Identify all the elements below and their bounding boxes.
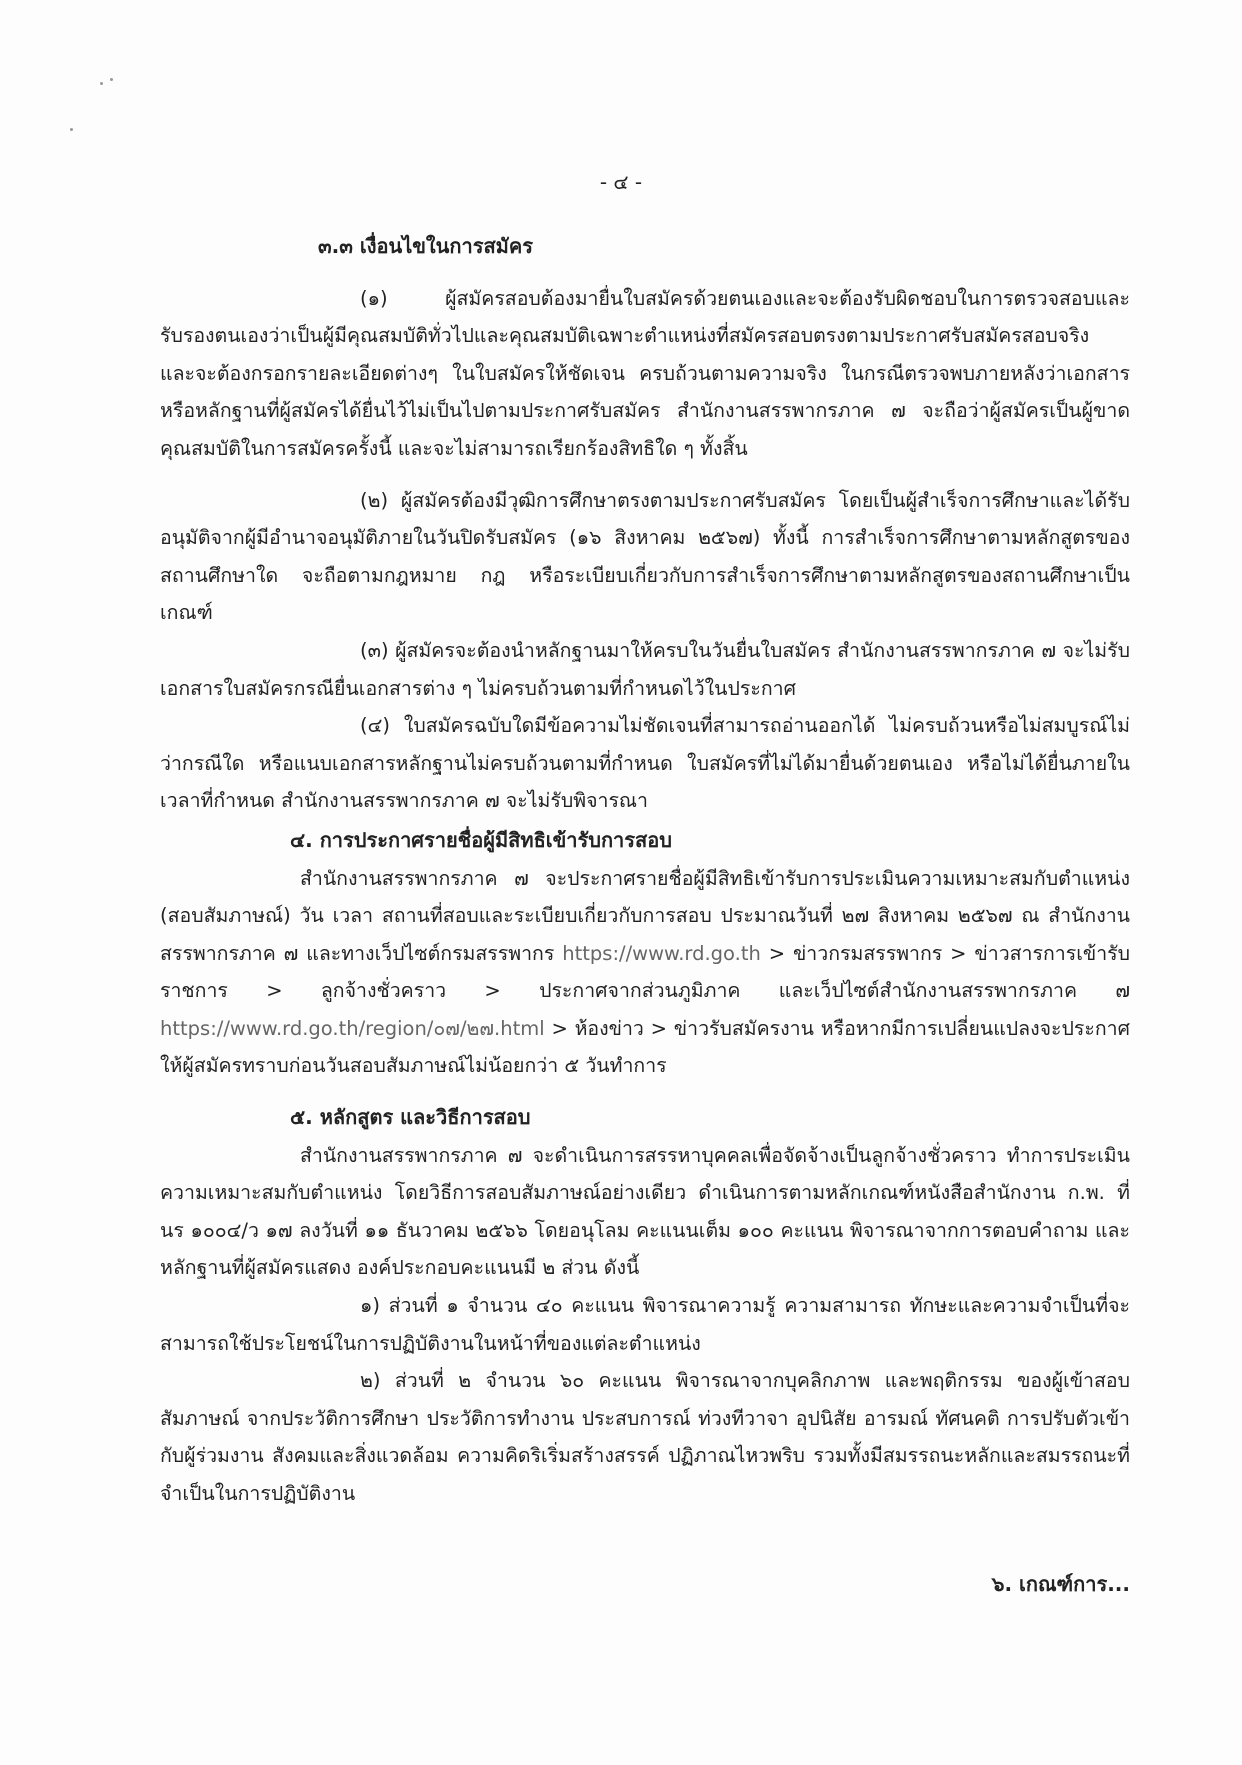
next-page-indicator: ๖. เกณฑ์การ... <box>991 1572 1130 1596</box>
section-5-heading: ๕. หลักสูตร และวิธีการสอบ <box>290 1105 531 1130</box>
section-3-3-item-3: (๓) ผู้สมัครจะต้องนำหลักฐานมาให้ครบในวันยื่นใบสมัคร สำนักงานสรรพากรภาค ๗ จะไม่รับเอกสารใบสมัครกรณียื่นเอกสารต่าง ๆ ไม่ครบถ้วนตามที่กำหนดไว้ในประกาศ <box>160 638 1130 700</box>
section-3-3-heading: ๓.๓ เงื่อนไขในการสมัคร <box>318 234 533 258</box>
section-4-heading: ๔. การประกาศรายชื่อผู้มีสิทธิเข้ารับการสอบ <box>290 827 672 852</box>
region-website-link: https://www.rd.go.th/region/๐๗/๒๗.html <box>160 1016 545 1040</box>
scan-speck <box>70 128 73 131</box>
section-3-3-item-4: (๔) ใบสมัครฉบับใดมีข้อความไม่ชัดเจนที่สามารถอ่านออกได้ ไม่ครบถ้วนหรือไม่สมบูรณ์ไม่ว่ากรณีใด หรือแนบเอกสารหลักฐานไม่ครบถ้วนตามที่กำหนด ใบสมัครที่ไม่ได้มายื่นด้วยตนเอง หรือไม่ได้ยื่นภายในเวลาที่กำหนด สำนักงานสรรพากรภาค ๗ จะไม่รับพิจารณา <box>160 714 1130 813</box>
section-4-paragraph <box>160 860 1130 1086</box>
rd-website-link: https://www.rd.go.th <box>562 941 761 965</box>
section-4-text-a: สำนักงานสรรพากรภาค ๗ จะประกาศรายชื่อผู้มีสิทธิเข้ารับการประเมินความเหมาะสมกับตำแหน่ง (สอบสัมภาษณ์) วัน เวลา สถานที่สอบและระเบียบเกี่ยวกับการสอบ ประมาณวันที่ ๒๗ สิงหาคม ๒๕๖๗ ณ สำนักงานสรรพากรภาค ๗ และทางเว็ปไซต์กรมสรรพากร <box>160 866 1130 965</box>
section-5-part-2: ๒) ส่วนที่ ๒ จำนวน ๖๐ คะแนน พิจารณาจากบุคลิกภาพ และพฤติกรรม ของผู้เข้าสอบสัมภาษณ์ จากประวัติการศึกษา ประวัติการทำงาน ประสบการณ์ ท่วงทีวาจา อุปนิสัย อารมณ์ ทัศนคติ การปรับตัวเข้ากับผู้ร่วมงาน สังคมและสิ่งแวดล้อม ความคิดริเริ่มสร้างสรรค์ ปฏิภาณไหวพริบ รวมทั้งมีสมรรถนะหลักและสมรรถนะที่จำเป็นในการปฏิบัติงาน <box>160 1369 1130 1505</box>
document-body <box>160 228 1130 1513</box>
section-4-text-c: > ห้องข่าว > ข่าวรับสมัครงาน หรือหากมีการเปลี่ยนแปลงจะประกาศให้ผู้สมัครทราบก่อนวันสอบสัมภาษณ์ไม่น้อยกว่า ๕ วันทำการ <box>160 1016 1130 1078</box>
scan-speck <box>100 82 103 85</box>
section-3-3-item-2: (๒) ผู้สมัครต้องมีวุฒิการศึกษาตรงตามประกาศรับสมัคร โดยเป็นผู้สำเร็จการศึกษาและได้รับอนุมัติจากผู้มีอำนาจอนุมัติภายในวันปิดรับสมัคร (๑๖ สิงหาคม ๒๕๖๗) ทั้งนี้ การสำเร็จการศึกษาตามหลักสูตรของสถานศึกษาใด จะถือตามกฎหมาย กฎ หรือระเบียบเกี่ยวกับการสำเร็จการศึกษาตามหลักสูตรของสถานศึกษาเป็นเกณฑ์ <box>160 488 1130 625</box>
page-number: - ๔ - <box>599 170 643 194</box>
section-5-intro: สำนักงานสรรพากรภาค ๗ จะดำเนินการสรรหาบุคคลเพื่อจัดจ้างเป็นลูกจ้างชั่วคราว ทำการประเมินความเหมาะสมกับตำแหน่ง โดยวิธีการสอบสัมภาษณ์อย่างเดียว ดำเนินการตามหลักเกณฑ์หนังสือสำนักงาน ก.พ. ที่ นร ๑๐๐๔/ว ๑๗ ลงวันที่ ๑๑ ธันวาคม ๒๕๖๖ โดยอนุโลม คะแนนเต็ม ๑๐๐ คะแนน พิจารณาจากการตอบคำถาม และหลักฐานที่ผู้สมัครแสดง องค์ประกอบคะแนนมี ๒ ส่วน ดังนี้ <box>160 1143 1130 1280</box>
section-5-part-1: ๑) ส่วนที่ ๑ จำนวน ๔๐ คะแนน พิจารณาความรู้ ความสามารถ ทักษะและความจำเป็นที่จะสามารถใช้ประโยชน์ในการปฏิบัติงานในหน้าที่ของแต่ละตำแหน่ง <box>160 1294 1130 1355</box>
section-3-3-item-1: (๑) ผู้สมัครสอบต้องมายื่นใบสมัครด้วยตนเองและจะต้องรับผิดชอบในการตรวจสอบและรับรองตนเองว่าเป็นผู้มีคุณสมบัติทั่วไปและคุณสมบัติเฉพาะตำแหน่งที่สมัครสอบตรงตามประกาศรับสมัครสอบจริง และจะต้องกรอกรายละเอียดต่างๆ ในใบสมัครให้ชัดเจน ครบถ้วนตามความจริง ในกรณีตรวจพบภายหลังว่าเอกสารหรือหลักฐานที่ผู้สมัครได้ยื่นไว้ไม่เป็นไปตามประกาศรับสมัคร สำนักงานสรรพากรภาค ๗ จะถือว่าผู้สมัครเป็นผู้ขาดคุณสมบัติในการสมัครครั้งนี้ และจะไม่สามารถเรียกร้องสิทธิใด ๆ ทั้งสิ้น <box>160 286 1130 460</box>
section-4-text-b: > ข่าวกรมสรรพากร > ข่าวสารการเข้ารับราชการ > ลูกจ้างชั่วคราว > ประกาศจากส่วนภูมิภาค และเว็ปไซต์สำนักงานสรรพากรภาค ๗ <box>160 941 1130 1003</box>
scan-speck <box>110 78 113 81</box>
